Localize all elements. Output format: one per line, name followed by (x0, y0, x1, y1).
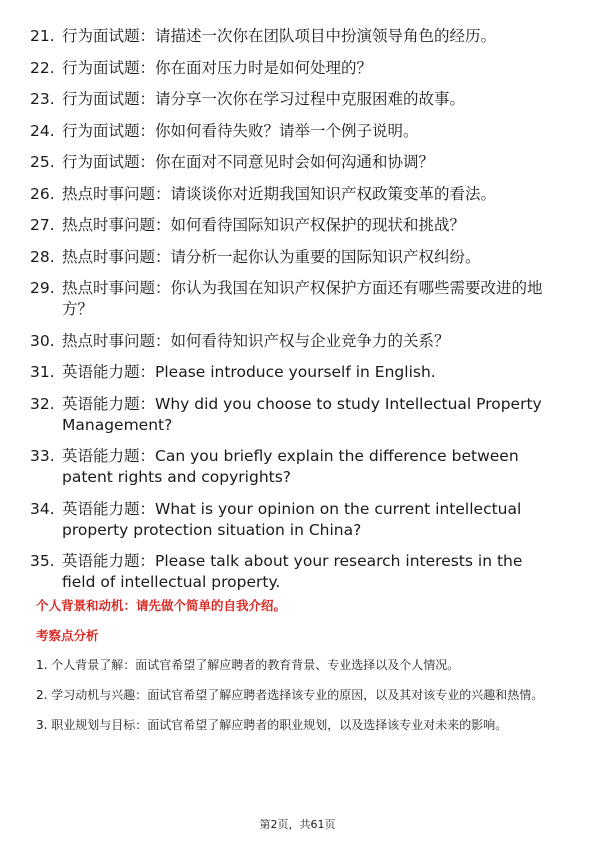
question-number: 34. (30, 499, 55, 518)
question-number: 33. (30, 447, 55, 465)
analysis-point: 2. 学习动机与兴趣：面试官希望了解应聘者选择该专业的原因，以及其对该专业的兴趣和热情。 (36, 688, 544, 702)
question-text: 热点时事问题：你认为我国在知识产权保护方面还有哪些需要改进的地方？ (62, 279, 543, 318)
question-item (30, 121, 560, 142)
question-item (30, 394, 560, 436)
question-text: 热点时事问题：请分析一起你认为重要的国际知识产权纠纷。 (62, 247, 481, 266)
analysis-point: 3. 职业规划与目标：面试官希望了解应聘者的职业规划，以及选择该专业对未来的影响。 (36, 718, 508, 732)
question-item (30, 331, 560, 352)
question-item (30, 89, 560, 110)
question-item (30, 152, 560, 173)
question-text: 英语能力题：What is your opinion on the current intellectual property protection situation in China? (62, 499, 522, 539)
question-item (30, 499, 560, 541)
question-text: 行为面试题：你在面对不同意见时会如何沟通和协调？ (62, 153, 435, 171)
question-number: 32. (30, 394, 55, 413)
question-number: 21. (30, 27, 55, 45)
question-number: 26. (30, 184, 55, 203)
question-item (30, 26, 560, 47)
question-number: 28. (30, 247, 55, 266)
question-number: 25. (30, 153, 55, 171)
analysis-title: 考察点分析 (36, 628, 99, 643)
question-text: 热点时事问题：如何看待知识产权与企业竞争力的关系？ (62, 331, 450, 350)
question-number: 35. (30, 552, 55, 570)
question-number: 24. (30, 121, 55, 140)
question-text: 英语能力题：Can you briefly explain the difference between patent rights and copyrights? (62, 447, 519, 486)
question-text: 行为面试题：你在面对压力时是如何处理的？ (62, 58, 373, 77)
question-number: 29. (30, 279, 55, 297)
question-text: 英语能力题：Why did you choose to study Intellectual Property Management? (62, 394, 542, 434)
question-item (30, 278, 560, 320)
question-text: 英语能力题：Please introduce yourself in English. (62, 363, 436, 381)
question-text: 行为面试题：请描述一次你在团队项目中扮演领导角色的经历。 (62, 27, 497, 45)
question-number: 23. (30, 90, 55, 108)
question-item (30, 247, 560, 268)
question-list (30, 26, 560, 604)
question-text: 行为面试题：请分享一次你在学习过程中克服困难的故事。 (62, 90, 466, 108)
question-item (30, 184, 560, 205)
question-item (30, 362, 560, 383)
question-text: 英语能力题：Please talk about your research interests in the field of intellectual property. (62, 552, 523, 591)
analysis-points (36, 654, 561, 744)
question-text: 热点时事问题：如何看待国际知识产权保护的现状和挑战？ (62, 216, 466, 234)
question-number: 22. (30, 58, 55, 77)
question-text: 行为面试题：你如何看待失败？请举一个例子说明。 (62, 121, 419, 140)
analysis-point: 1. 个人背景了解：面试官希望了解应聘者的教育背景、专业选择以及个人情况。 (36, 658, 460, 672)
question-text: 热点时事问题：请谈谈你对近期我国知识产权政策变革的看法。 (62, 184, 497, 203)
question-item (30, 446, 560, 488)
question-number: 31. (30, 363, 55, 381)
question-item (30, 551, 560, 593)
section-title: 个人背景和动机：请先做个简单的自我介绍。 (36, 598, 287, 613)
question-number: 30. (30, 331, 55, 350)
question-item (30, 58, 560, 79)
question-number: 27. (30, 216, 55, 234)
question-item (30, 215, 560, 236)
page-footer: 第2页，共61页 (259, 818, 336, 831)
